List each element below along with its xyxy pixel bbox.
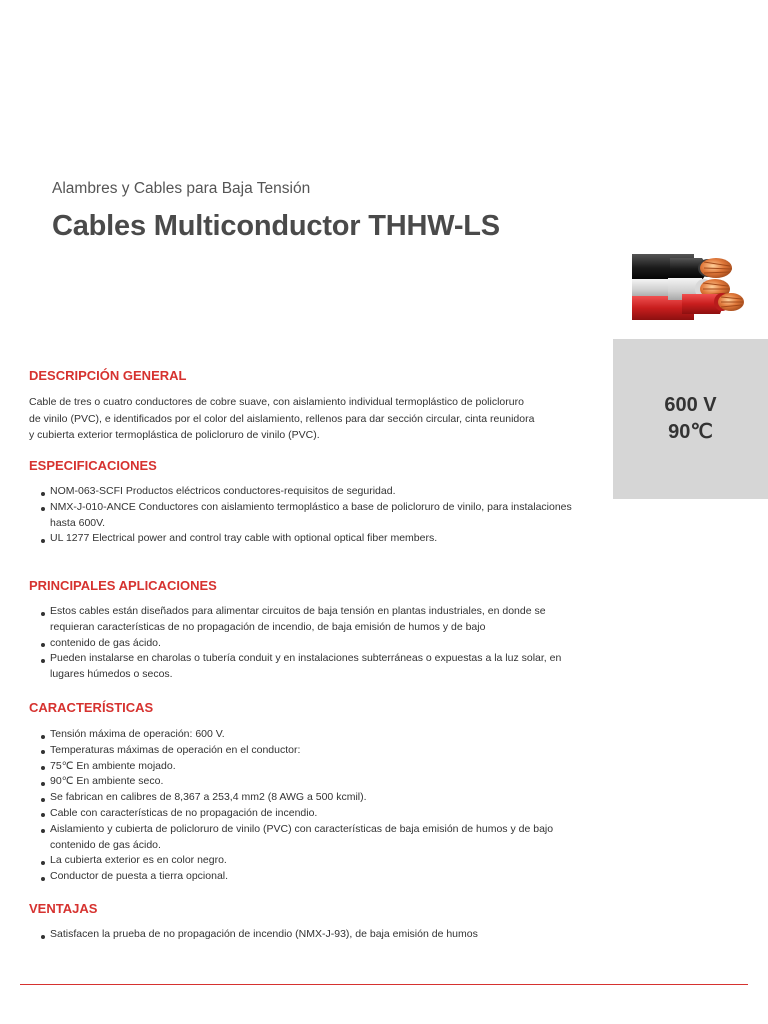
list-item: Pueden instalarse en charolas o tubería conduit y en instalaciones subterráneas o expuestas a la luz solar, en lugares húmedos o secos.: [40, 651, 580, 683]
bullet-icon: [41, 507, 45, 511]
list-item: 90℃ En ambiente seco.: [40, 774, 580, 790]
descripcion-line: Cable de tres o cuatro conductores de cobre suave, con aislamiento individual termoplástico de policloruro: [29, 396, 524, 408]
bullet-icon: [41, 750, 45, 754]
bullet-icon: [41, 829, 45, 833]
list-item: Se fabrican en calibres de 8,367 a 253,4 mm2 (8 AWG a 500 kcmil).: [40, 790, 580, 806]
section-heading-descripcion: DESCRIPCIÓN GENERAL: [29, 368, 187, 383]
descripcion-line: de vinilo (PVC), e identificados por el color del aislamiento, rellenos para dar sección circular, cinta reunidora: [29, 412, 535, 425]
bullet-icon: [41, 877, 45, 881]
list-item: La cubierta exterior es en color negro.: [40, 853, 580, 869]
list-item: Tensión máxima de operación: 600 V.: [40, 727, 580, 743]
especificaciones-list: [40, 484, 580, 547]
descripcion-paragraph: [29, 394, 589, 444]
list-item: Temperaturas máximas de operación en el conductor:: [40, 743, 580, 759]
list-item: Cable con características de no propagación de incendio.: [40, 806, 580, 822]
list-item: Conductor de puesta a tierra opcional.: [40, 869, 580, 885]
bullet-icon: [41, 766, 45, 770]
bullet-icon: [41, 782, 45, 786]
descripcion-line: y cubierta exterior termoplástica de policloruro de vinilo (PVC).: [29, 429, 320, 441]
bullet-icon: [41, 659, 45, 663]
page-subtitle: Alambres y Cables para Baja Tensión: [52, 180, 311, 197]
list-item: NMX-J-010-ANCE Conductores con aislamiento termoplástico a base de policloruro de vinilo, para instalaciones hasta 600V.: [40, 500, 580, 532]
ventajas-list: [40, 927, 580, 943]
aplicaciones-list: [40, 604, 580, 683]
voltage-rating: 600 V: [664, 394, 717, 416]
section-heading-caracteristicas: CARACTERÍSTICAS: [29, 700, 154, 715]
list-item: Aislamiento y cubierta de policloruro de vinilo (PVC) con características de baja emisión de humos y de bajo contenido de gas ácido.: [40, 822, 580, 854]
bullet-icon: [41, 735, 45, 739]
caracteristicas-list: [40, 727, 580, 885]
list-item: UL 1277 Electrical power and control tray cable with optional optical fiber members.: [40, 531, 580, 547]
footer-divider: [20, 984, 748, 985]
bullet-icon: [41, 539, 45, 543]
list-item: 75℃ En ambiente mojado.: [40, 759, 580, 775]
rating-box: [613, 339, 768, 499]
cable-image: [630, 252, 746, 322]
section-heading-aplicaciones: PRINCIPALES APLICACIONES: [29, 578, 217, 593]
bullet-icon: [41, 612, 45, 616]
bullet-icon: [41, 798, 45, 802]
list-item: Satisfacen la prueba de no propagación de incendio (NMX-J-93), de baja emisión de humos: [40, 927, 580, 943]
bullet-icon: [41, 813, 45, 817]
list-item: NOM-063-SCFI Productos eléctricos conductores-requisitos de seguridad.: [40, 484, 580, 500]
list-item: contenido de gas ácido.: [40, 636, 580, 652]
bullet-icon: [41, 643, 45, 647]
bullet-icon: [41, 935, 45, 939]
section-heading-ventajas: VENTAJAS: [29, 901, 98, 916]
temperature-rating: 90℃: [668, 421, 713, 443]
bullet-icon: [41, 861, 45, 865]
bullet-icon: [41, 492, 45, 496]
section-heading-especificaciones: ESPECIFICACIONES: [29, 458, 157, 473]
page-title: Cables Multiconductor THHW-LS: [52, 210, 500, 242]
list-item: Estos cables están diseñados para alimentar circuitos de baja tensión en plantas industriales, en donde se requieran características de no propagación de incendio, de baja emisión de humos y de bajo: [40, 604, 580, 636]
